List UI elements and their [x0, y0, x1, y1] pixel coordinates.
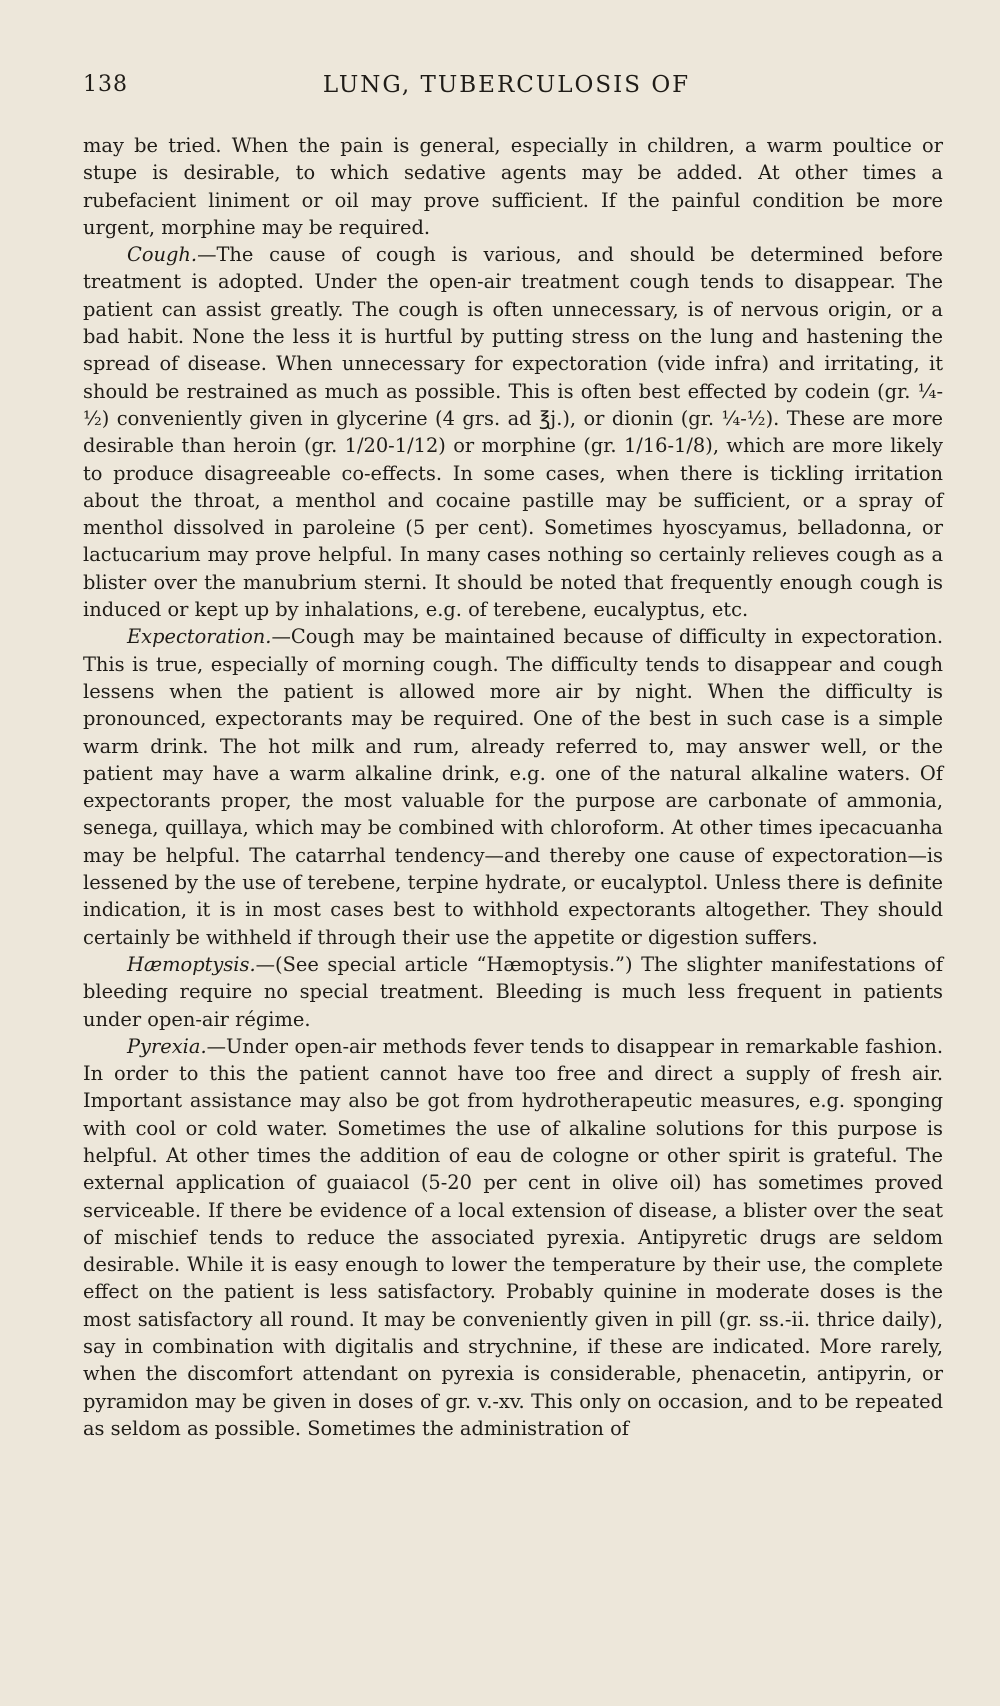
paragraph-expectoration — [83, 623, 943, 951]
paragraph-text: may be tried. When the pain is general, especially in children, a warm poultice or stupe is desirable, to which sedative agents may be added. At other times a rubefacient liniment or oil may prove sufficient. If the painful condition be more urgent, morphine may be required. — [83, 134, 943, 239]
body-text — [83, 132, 943, 1442]
paragraph-haemoptysis — [83, 951, 943, 1033]
running-title: LUNG, TUBERCULOSIS OF — [322, 72, 691, 98]
paragraph-cough — [83, 241, 943, 623]
paragraph-text: —Under open-air methods fever tends to disappear in remarkable fashion. In order to this the patient cannot have too free and direct a supply of fresh air. Important assistance may also be got from hydrotherapeutic measures, e.g. sponging with cool or cold water. Sometimes the use of alkaline solutions for this purpose is helpful. At other times the addition of eau de cologne or other spirit is grateful. The external application of guaiacol (5-20 per cent in olive oil) has sometimes proved serviceable. If there be evidence of a local extension of disease, a blister over the seat of mischief tends to reduce the associated pyrexia. Antipyretic drugs are seldom desirable. While it is easy enough to lower the temperature by their use, the complete effect on the patient is less satisfactory. Probably quinine in moderate doses is the most satisfactory all round. It may be conveniently given in pill (gr. ss.-ii. thrice daily), say in combination with digitalis and strychnine, if these are indicated. More rarely, when the discomfort attendant on pyrexia is considerable, phenacetin, antipyrin, or pyramidon may be given in doses of gr. v.-xv. This only on occasion, and to be repeated as seldom as possible. Sometimes the administration of — [83, 1034, 943, 1440]
paragraph-text: —Cough may be maintained because of difficulty in expectoration. This is true, especially of morning cough. The difficulty tends to disappear and cough lessens when the patient is allowed more air by night. When the difficulty is pronounced, expectorants may be required. One of the best in such case is a simple warm drink. The hot milk and rum, already referred to, may answer well, or the patient may have a warm alkaline drink, e.g. one of the natural alkaline waters. Of expectorants proper, the most valuable for the purpose are carbonate of ammonia, senega, quillaya, which may be combined with chloroform. At other times ipecacuanha may be helpful. The catarrhal tendency—and thereby one cause of expectoration—is lessened by the use of terebene, terpine hydrate, or eucalyptol. Unless there is definite indication, it is in most cases best to withhold expectorants altogether. They should certainly be withheld if through their use the appetite or digestion suffers. — [83, 625, 943, 949]
paragraph-pyrexia — [83, 1033, 943, 1442]
paragraph-continuation — [83, 132, 943, 241]
page-number: 138 — [83, 72, 128, 97]
paragraph-text: —The cause of cough is various, and should be determined before treatment is adopted. Under the open-air treatment cough tends to disappear. The patient can assist greatly. The cough is often unnecessary, is of nervous origin, or a bad habit. None the less it is hurtful by putting stress on the lung and hastening the spread of disease. When unnecessary for expectoration (vide infra) and irritating, it should be restrained as much as possible. This is often best effected by codein (gr. ¼-½) conveniently given in glycerine (4 grs. ad ℥j.), or dionin (gr. ¼-½). These are more desirable than heroin (gr. 1/20-1/12) or morphine (gr. 1/16-1/8), which are more likely to produce disagreeable co-effects. In some cases, when there is tickling irritation about the throat, a menthol and cocaine pastille may be sufficient, or a spray of menthol dissolved in paroleine (5 per cent). Sometimes hyoscyamus, belladonna, or lactucarium may prove helpful. In many cases nothing so certainly relieves cough as a blister over the manubrium sterni. It should be noted that frequently enough cough is induced or kept up by inhalations, e.g. of terebene, eucalyptus, etc. — [83, 243, 943, 622]
paragraph-text: —(See special article “Hæmoptysis.”) The slighter manifestations of bleeding require no special treatment. Bleeding is much less frequent in patients under open-air régime. — [83, 952, 943, 1031]
page-header — [83, 72, 930, 112]
section-heading-pyrexia: Pyrexia. — [127, 1034, 207, 1058]
section-heading-expectoration: Expectoration. — [127, 625, 272, 649]
section-heading-cough: Cough. — [127, 243, 198, 267]
section-heading-haemoptysis: Hæmoptysis. — [127, 952, 256, 976]
